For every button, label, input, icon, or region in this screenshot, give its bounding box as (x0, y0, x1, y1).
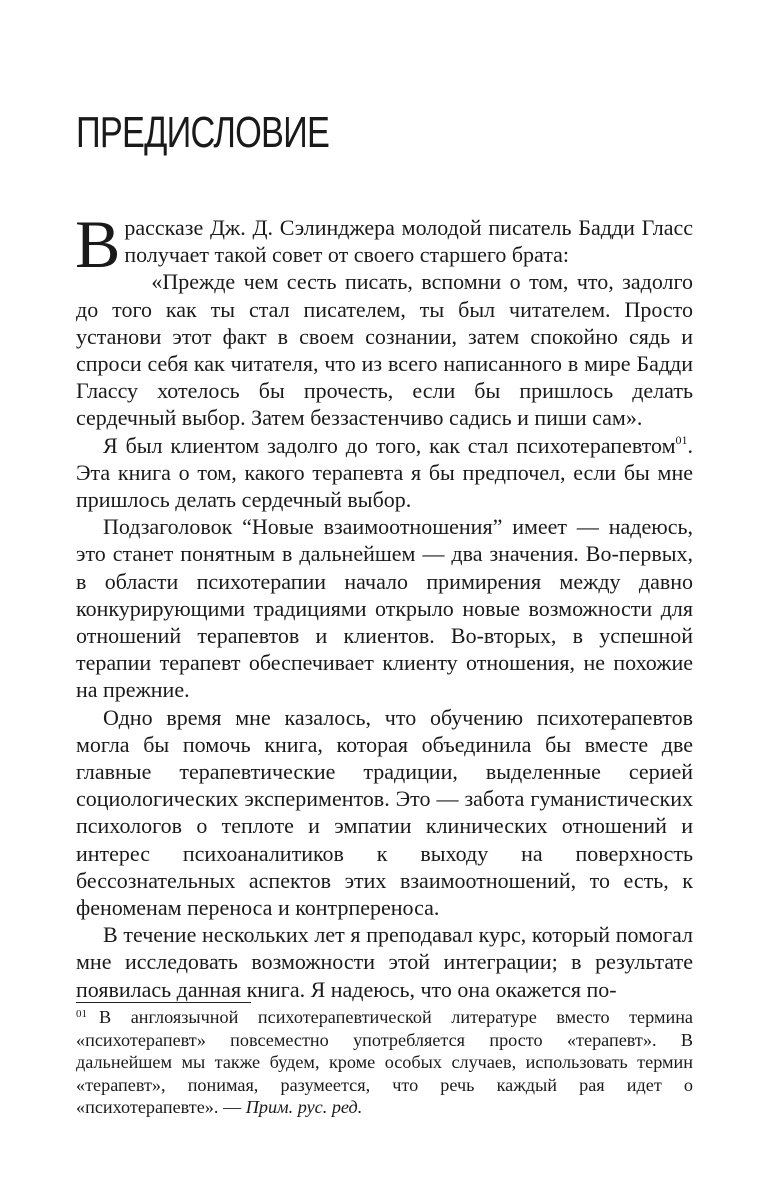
paragraph-3-text: Я был клиентом задолго до того, как стал психотерапевтом (103, 432, 676, 458)
footnote-reference[interactable]: 01 (675, 432, 688, 447)
footnote (76, 1006, 693, 1119)
paragraph-3 (76, 432, 693, 514)
paragraph-3-rest: . Эта книга о том, какого терапевта я бы предпочел, если бы мне пришлось делать сердечный выбор. (76, 432, 693, 513)
footnote-divider (76, 1002, 251, 1003)
paragraph-1 (75, 206, 693, 282)
footnote-editor-note: Прим. рус. ред. (245, 1097, 363, 1117)
paragraph-4: Подзаголовок “Новые взаимоотношения” имеет — надеюсь, это станет понятным в дальнейшем — два значения. Во-первых, в области психотерапии начало примирения между давно конкурирующими традициями открыло новые возможности для отношений терапевтов и клиентов. Во-вторых, в успешной терапии терапевт обеспечивает клиенту отношения, не похожие на прежние. (76, 514, 693, 703)
paragraph-5: Одно время мне казалось, что обучению психотерапевтов могла бы помочь книга, которая объединила бы вместе две главные терапевтические традиции, выделенные серией социологических экспериментов. Это — забота гуманистических психологов о теплоте и эмпатии клинических отношений и интерес психоаналитиков к выходу на поверхность бессознательных аспектов этих взаимоотношений, то есть, к феноменам переноса и контрпереноса. (76, 704, 693, 921)
paragraph-2: «Прежде чем сесть писать, вспомни о том, что, задолго до того как ты стал писателем, ты был читателем. Просто установи этот факт в своем сознании, затем спокойно сядь и спроси себя как читателя, что из всего написанного в мире Бадди Глассу хотелось бы прочесть, если бы пришлось делать сердечный выбор. Затем беззастенчиво садись и пиши сам». (76, 269, 693, 431)
drop-cap: В (75, 206, 121, 282)
chapter-title: ПРЕДИСЛОВИЕ (76, 108, 330, 157)
footnote-text (76, 1006, 693, 1119)
body-text (75, 206, 693, 1003)
footnote-number: 01 (76, 1008, 87, 1020)
footnote-body: В англоязычной психотерапевтической литературе вместо термина «психотерапевт» повсеместно употребляется просто «терапевт». В дальнейшем мы также будем, кроме особых случаев, использовать термин «терапевт», понимая, разумеется, что речь каждый рая идет о «психотерапевте». — (76, 1007, 693, 1117)
paragraph-6: В течение нескольких лет я преподавал курс, который помогал мне исследовать возможности этой интеграции; в результате появилась данная книга. Я надеюсь, что она окажется по- (76, 922, 693, 1002)
paragraph-1-text: рассказе Дж. Д. Сэлинджера молодой писатель Бадди Гласс получает такой совет от своего старшего брата: (124, 215, 693, 268)
